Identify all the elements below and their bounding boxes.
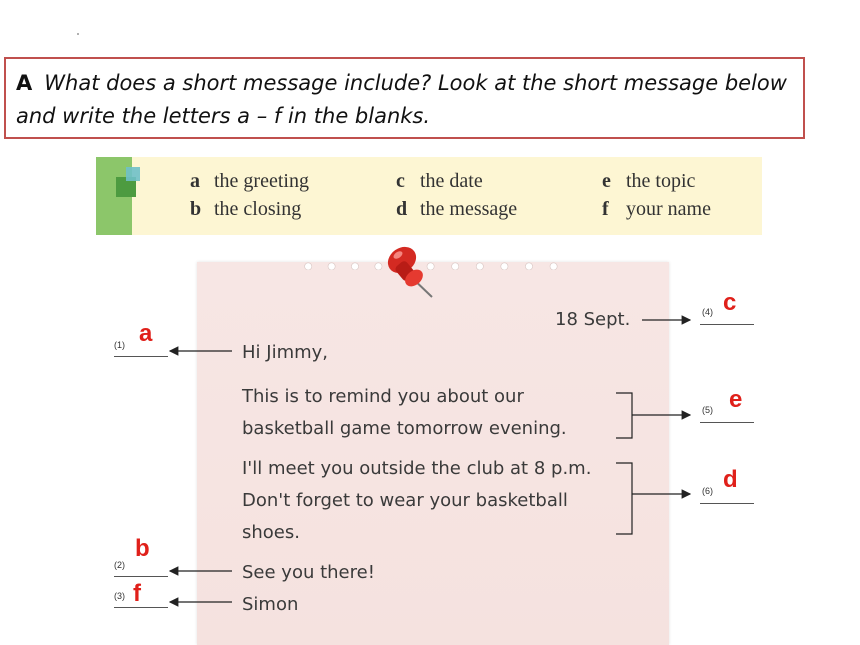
message-name: Simon (242, 594, 299, 615)
blank-line-4[interactable] (700, 324, 754, 325)
answer-2: b (135, 535, 150, 562)
message-topic-line-1: This is to remind you about our (242, 386, 524, 407)
instruction-text: What does a short message include? Look at the short message below and write the letters a – f in the blanks. (16, 71, 787, 128)
blank-number-4: (4) (702, 307, 713, 317)
blank-number-1: (1) (114, 340, 125, 350)
blank-number-6: (6) (702, 486, 713, 496)
legend-item-a: a the greeting (190, 170, 309, 192)
answer-3: f (133, 580, 141, 607)
legend-item-d: d the message (396, 198, 518, 220)
legend-item-f: f your name (602, 198, 711, 220)
legend-item-c: c the date (396, 170, 483, 192)
answer-1: a (139, 320, 153, 347)
answer-6: d (723, 466, 738, 493)
message-closing: See you there! (242, 562, 375, 583)
message-body-line-3: shoes. (242, 522, 300, 543)
blank-line-3[interactable] (114, 607, 168, 608)
legend-item-e: e the topic (602, 170, 696, 192)
legend-item-b: b the closing (190, 198, 302, 220)
blank-line-6[interactable] (700, 503, 754, 504)
blank-number-5: (5) (702, 405, 713, 415)
answer-5: e (729, 386, 743, 413)
message-body-line-1: I'll meet you outside the club at 8 p.m. (242, 458, 592, 479)
message-topic-line-2: basketball game tomorrow evening. (242, 418, 567, 439)
answer-4: c (723, 289, 737, 316)
blank-line-2[interactable] (114, 576, 168, 577)
blank-line-5[interactable] (700, 422, 754, 423)
blank-number-2: (2) (114, 560, 125, 570)
message-date: 18 Sept. (555, 309, 631, 330)
blank-number-3: (3) (114, 591, 125, 601)
message-greeting: Hi Jimmy, (242, 342, 329, 363)
message-body-line-2: Don't forget to wear your basketball (242, 490, 568, 511)
blank-line-1[interactable] (114, 356, 168, 357)
instruction-label: A (16, 71, 33, 95)
